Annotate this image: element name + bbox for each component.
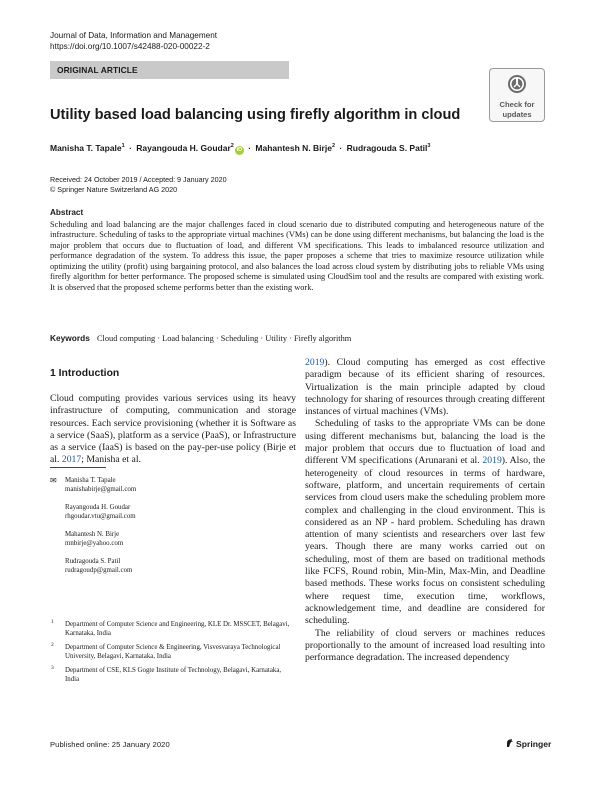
affiliation-item [50, 666, 296, 684]
author-affiliation-number: 3 [427, 143, 431, 150]
journal-header [50, 31, 217, 52]
intro-paragraph-text: ). Cloud computing has emerged as cost effective paradigm because of its efficient sharing of resources. Virtualization is the main principle adapted by cloud technology for sharing of resources through creating different instances of virtual machines (VMs). [305, 357, 545, 418]
author-name[interactable]: Mahantesh N. Birje [255, 143, 332, 153]
correspondence-block [50, 476, 296, 584]
keywords-label: Keywords [50, 333, 90, 343]
check-for-updates-badge-icon [507, 74, 527, 94]
check-for-updates-line2: updates [502, 110, 532, 119]
doi-link[interactable]: https://doi.org/10.1007/s42488-020-00022-2 [50, 41, 210, 51]
correspondence-entry [65, 503, 296, 521]
received-accepted-dates: Received: 24 October 2019 / Accepted: 9 January 2020 [50, 175, 227, 184]
affiliation-item [50, 643, 296, 661]
citation-link[interactable]: 2019 [305, 357, 325, 368]
keyword-item: · Scheduling [214, 334, 259, 343]
author-name[interactable]: Manisha T. Tapale [50, 143, 122, 153]
abstract-heading: Abstract [50, 208, 84, 217]
section-heading-introduction: 1 Introduction [50, 368, 120, 379]
copyright-notice: © Springer Nature Switzerland AG 2020 [50, 184, 178, 194]
citation-link[interactable]: 2017 [61, 454, 82, 466]
author-affiliation-number: 2 [230, 143, 234, 150]
affiliation-number: 3 [51, 664, 54, 671]
affiliation-text: Department of Computer Science and Engineering, KLE Dr. MSSCET, Belagavi, Karnataka, India [65, 621, 290, 638]
intro-right-column [305, 357, 545, 664]
keywords [50, 333, 351, 343]
author-affiliation-number: 2 [331, 143, 336, 150]
affiliation-item [50, 620, 296, 638]
affiliations-block [50, 620, 296, 689]
keyword-item: · Load balancing [155, 334, 214, 343]
author-name: Mahantesh N. Birje [65, 531, 120, 538]
correspondence-entry [65, 530, 296, 548]
author-name: Rayangouda H. Goudar [65, 504, 131, 511]
abstract-text: Scheduling and load balancing are the major challenges faced in cloud scenario due to distributed computing and heterogeneous nature of the infrastructure. Scheduling of tasks to the appropriate virtual machines (VMs) can be done using different mechanisms, but balancing the load is the major problem that occurs due to fluctuation of load, and different VM specifications. This leads to imbalanced resource utilization and performance degradation of the system. To address this issue, the paper proposes a scheme that tries to maximize resource utilization while optimizing the utility (profit) using bargaining protocol, and also balances the load across cloud system by distributing jobs to reliable VMs using firefly algorithm for better performance. The proposed scheme is simulated using CloudSim tool and the results are compared with existing work. It is observed that the proposed scheme performs better than the existing work. [50, 220, 544, 292]
journal-name: Journal of Data, Information and Management [50, 31, 218, 40]
orcid-icon[interactable]: iD [236, 147, 243, 153]
affiliation-number: 2 [51, 641, 54, 648]
keyword-item: Cloud computing [96, 334, 156, 343]
author-separator: · [339, 143, 343, 153]
author-name[interactable]: Rayangouda H. Goudar [136, 143, 231, 153]
correspondence-entry [65, 557, 296, 575]
author-email[interactable]: manishabirje@gmail.com [65, 486, 137, 494]
intro-paragraph [305, 357, 545, 418]
springer-horse-icon [505, 738, 514, 748]
intro-paragraph-tail: ; Manisha et al. [81, 454, 141, 466]
paper-title: Utility based load balancing using firefly algorithm in cloud [50, 107, 461, 123]
envelope-icon: ✉ [50, 476, 57, 485]
author-list [50, 143, 430, 155]
check-for-updates-button[interactable] [489, 68, 545, 122]
author-name[interactable]: Rudragouda S. Patil [346, 143, 428, 153]
author-email[interactable]: rhgoudar.vtu@gmail.com [65, 513, 136, 521]
keyword-item: · Firefly algorithm [287, 334, 351, 343]
author-separator: · [129, 143, 132, 153]
author-separator: · [248, 143, 252, 153]
correspondence-entry [65, 476, 296, 494]
article-type-banner: ORIGINAL ARTICLE [50, 61, 289, 79]
citation-link[interactable]: 2019 [482, 455, 502, 467]
intro-left-column [50, 393, 296, 467]
footnote-divider [50, 467, 106, 468]
author-email[interactable]: rudragoudp@gmail.com [65, 567, 133, 575]
publication-dates [50, 175, 227, 194]
publisher-name: Springer [516, 739, 552, 749]
check-for-updates-line1: Check for [499, 100, 535, 109]
intro-paragraph-text: ). Also, the heterogeneity of cloud resources in terms of hardware, software, platform, and uncertain requirements of certain services from cloud users make the scheduling problem more complex and challenging in the cloud environment. This is considered as an NP - hard problem. Scheduling has drawn attention of many scientists and researchers over last few years. Though there are many works carried out on scheduling, most of them are based on traditional methods like FCFS, Round robin, Min-Min, Max-Min, and Deadline based methods. These works focus on consistent scheduling where request time, execution time, workflows, acknowledgement time, and deadline are considered for scheduling. [305, 455, 545, 627]
author-name: Rudragouda S. Patil [65, 558, 121, 565]
keyword-item: · Utility [258, 334, 287, 343]
affiliation-text: Department of Computer Science & Engineering, Visvesvaraya Technological University, Belagavi, Karnataka, India [65, 643, 281, 661]
affiliation-number: 1 [51, 619, 54, 625]
intro-paragraph-text: Scheduling of tasks to the appropriate VMs can be done using different mechanisms but, balancing the load is the major problem that occurs due to fluctuation of load and different VM specifications (Arunarani et al. [305, 418, 545, 467]
intro-paragraph [305, 418, 545, 627]
author-name: Manisha T. Tapale [65, 477, 116, 484]
springer-logo [505, 738, 551, 749]
intro-paragraph: Cloud computing provides various services using its heavy infrastructure of computing, communication and storage resources. Each service provisioning (whether it is Software as a service (SaaS), platform as a service (PaaS), or Infrastructure as a service (IaaS) is based on the pay-per-use policy (Birje et al. [50, 393, 296, 466]
author-email[interactable]: mnbirje@yahoo.com [65, 540, 124, 548]
intro-paragraph: The reliability of cloud servers or machines reduces proportionally to the amount of increased load resulting into performance degradation. The increased dependency [305, 627, 545, 664]
affiliation-text: Department of CSE, KLS Gogte Institute of Technology, Belagavi, Karnataka, India [65, 666, 282, 684]
author-affiliation-number: 1 [121, 143, 125, 150]
published-online-date: Published online: 25 January 2020 [50, 740, 170, 749]
